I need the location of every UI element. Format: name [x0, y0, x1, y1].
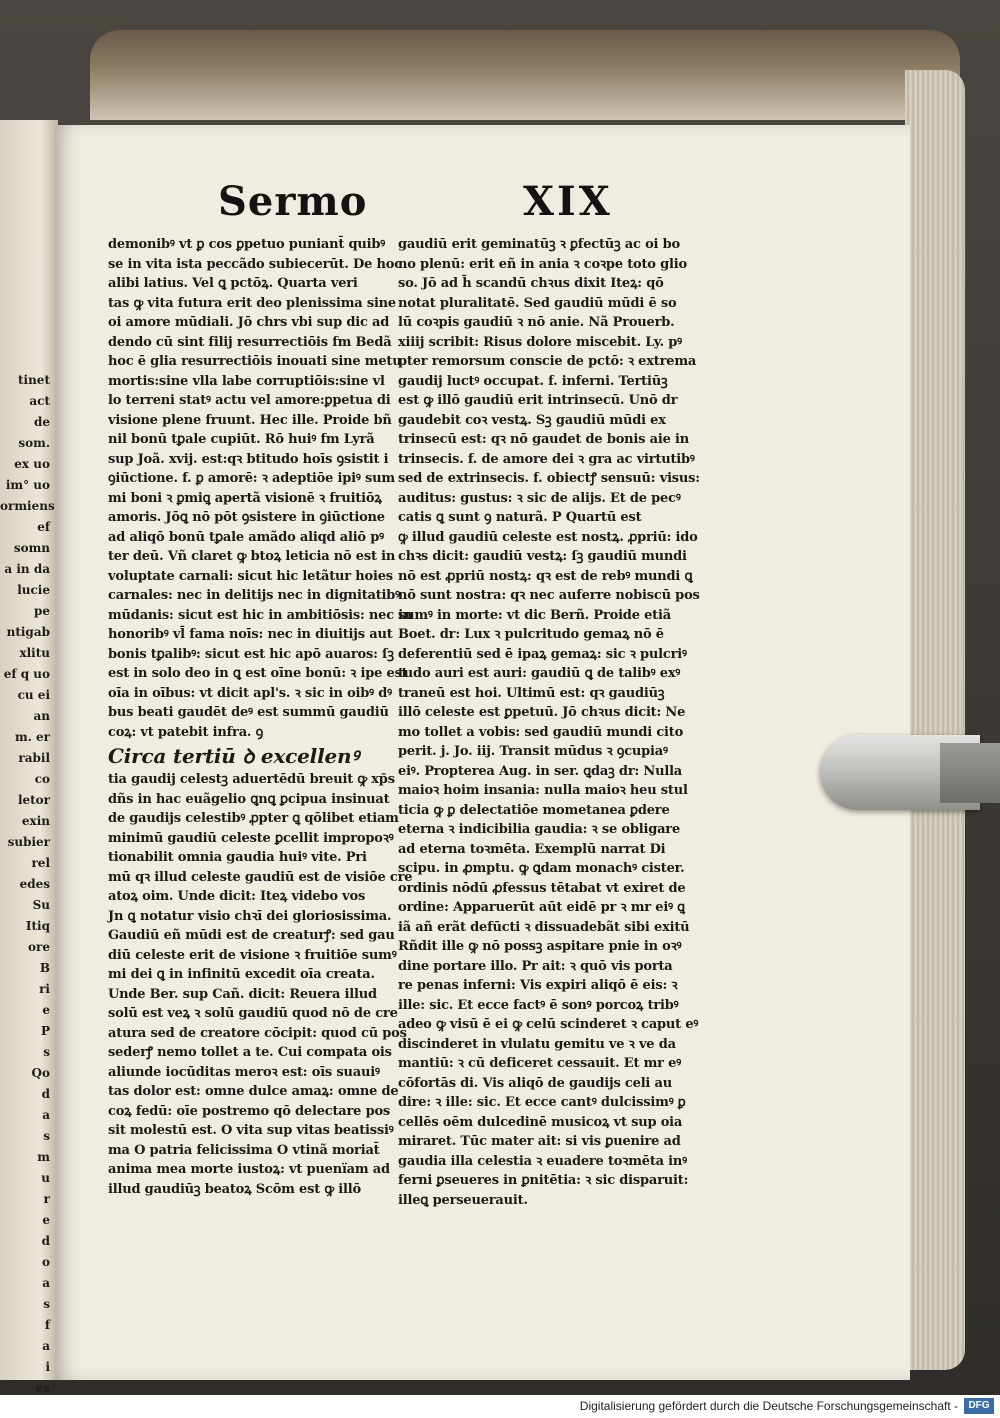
text-line: voluptate carnali: sicut hic letãtur hoies [108, 568, 393, 584]
left-page-fragment: subier [7, 835, 50, 849]
text-line: mo tollet a vobis: sed gaudiū mundi cito [398, 724, 684, 740]
text-line: ille: sic. Et ecce factꝰ ē sonꝰ porcoꝝ tribꝰ [398, 997, 679, 1013]
text-line: mūdanis: sicut est hic in ambitiōsis: nec in [108, 607, 413, 623]
text-line: ꝙ illud gaudiū celeste est nostꝝ. ꝓpriū: ido [398, 529, 698, 545]
text-line: gaudiū erit geminatūꝫ ꝛ ꝑfectūꝫ ac oi bo [398, 237, 680, 252]
running-head-number: XIX [523, 178, 613, 225]
text-line: so. Jō ad h̄ scandū chꝛus dixit Iteꝝ: qō [398, 276, 664, 291]
text-line: re penas inferni: Vis expiri aliqō ē eis: ꝛ [398, 978, 678, 993]
text-line: Gaudiū eñ mūdi est de creaturꝭ: sed gau [108, 928, 395, 943]
text-line: tudo auri est auri: gaudiū ꝗ de talibꝰ exꝰ [398, 666, 681, 681]
text-line: tia gaudij celestꝫ aduertēdū breuit ꝙ xp̄s [108, 772, 395, 787]
left-page-fragment: P [40, 1024, 50, 1038]
book-top-edge [90, 30, 960, 120]
text-line: nō sunt nostra: qꝛ nec auferre nobiscū pos [398, 588, 700, 603]
text-line: mū qꝛ illud celeste gaudiū est de visiōe cre [108, 869, 413, 885]
left-page-fragment: s [43, 1045, 50, 1059]
book-clip [820, 735, 1000, 810]
text-line: ter deū. Vñ claret ꝙ btoꝝ leticia nō est in [108, 549, 396, 564]
text-line: ad aliqō bonū tꝑale amãdo aliqd aliō pꝰ [108, 529, 384, 545]
left-column-text-block-2 [108, 770, 413, 1199]
text-line: ordinis nōdū ꝓfessus tētabat vt exiret de [398, 880, 686, 896]
text-line: no plenū: erit eñ in ania ꝛ coꝛpe toto glio [398, 256, 687, 272]
left-page-fragment: r [43, 1192, 50, 1206]
text-line: sumꝰ in morte: vt dic Berñ. Proide etiã [398, 607, 671, 623]
text-line: perit. j. Jo. iij. Transit mūdus ꝛ ꝯcupiaꝰ [398, 744, 668, 759]
left-page-fragment: a [42, 1339, 50, 1353]
text-line: est in solo deo in ꝗ est oīne bonū: ꝛ ipe est [108, 666, 408, 681]
text-line: solū est veꝝ ꝛ solū gaudiū quod nō de cre [108, 1006, 398, 1021]
text-line: sit molestū est. O vita sup vitas beatissiꝰ [108, 1123, 394, 1138]
text-line: de gaudijs celestibꝰ ꝓpter ꝗ qōlibet etiam [108, 811, 399, 826]
text-line: deferentiū sed ē ipaꝝ gemaꝝ: sic ꝛ pulcriꝰ [398, 646, 687, 662]
text-line: chꝛs dicit: gaudiū vestꝝ: ſꝫ gaudiū mundi [398, 549, 687, 564]
text-line: scipu. in ꝓmptu. ꝙ ꝗdam monachꝰ cister. [398, 861, 685, 876]
text-line: traneū est hoi. Ultimū est: qꝛ gaudiūꝫ [398, 685, 665, 701]
left-page-fragment: B [39, 961, 50, 975]
left-page-fragment: i [45, 1360, 50, 1374]
left-page-fragment: m [37, 1150, 50, 1164]
text-line: nō est ꝓpriū nostꝝ: qꝛ est de rebꝰ mundi ꝗ [398, 568, 693, 584]
left-page-fragment: ore [28, 940, 50, 954]
text-line: tionabilit omnia gaudia huiꝰ vite. Pri [108, 850, 367, 865]
left-page-fragment: ormiens [0, 499, 55, 513]
left-column [108, 235, 413, 1199]
text-line: ordine: Apparuerūt aūt eidē pr ꝛ mr eiꝰ ꝗ [398, 900, 685, 915]
text-line: discinderet in vlulatu gemitu ve ꝛ ve da [398, 1036, 676, 1052]
left-page-fragment: e [42, 1003, 50, 1017]
left-page-fragment: cu ei an [17, 688, 50, 723]
left-page-fragment: Itiq [25, 919, 50, 933]
left-page-fragment: a [42, 1276, 50, 1290]
text-line: dine portare illo. Pr ait: ꝛ quō vis porta [398, 958, 673, 974]
text-line: aliunde iocūditas meroꝛ est: oīs suauiꝰ [108, 1064, 380, 1080]
text-line: dendo cū sint filij resurrectiōis fm Bedã [108, 334, 392, 350]
text-line: atoꝝ oim. Unde dicit: Iteꝝ videbo vos [108, 889, 366, 904]
left-page-fragment: o [41, 1255, 50, 1269]
text-line: ferni ꝑseueres in ꝑnitētia: ꝛ sic disparuit: [398, 1173, 689, 1188]
left-page-fragment: edes [19, 877, 50, 891]
text-line: notat pluralitatē. Sed gaudiū mūdi ē so [398, 295, 677, 311]
text-line: nil bonū tꝑale cupiūt. Rō huiꝰ fm Lyrã [108, 432, 375, 447]
text-line: coꝝ fedū: oīe postremo qō delectare pos [108, 1103, 391, 1119]
text-line: se in vita ista peccãdo subiecerūt. De hoc [108, 256, 402, 272]
left-page-fragment: ri [39, 982, 50, 996]
text-line: eiꝰ. Propterea Aug. in ser. ꝗdaꝫ dr: Nulla [398, 763, 683, 779]
left-page-fragment: exin [21, 814, 50, 828]
text-line: bonis tꝑalibꝰ: sicut est hic apō auaros: ſꝫ [108, 646, 394, 662]
text-line: mantiū: ꝛ cū deficeret cessauit. Et mr eꝰ [398, 1056, 681, 1071]
text-line: Rñdit ille ꝙ nō possꝫ aspitare pnie in oꝛꝰ [398, 939, 682, 954]
left-page-fragment: d [41, 1234, 50, 1248]
text-line: Boet. dr: Lux ꝛ pulcritudo gemaꝝ nō ē [398, 627, 664, 642]
text-line: illud gaudiūꝫ beatoꝝ Scōm est ꝙ illō [108, 1181, 361, 1197]
text-line: adeo ꝙ visū ē ei ꝙ celū scinderet ꝛ caput eꝰ [398, 1017, 699, 1032]
text-line: gaudia illa celestia ꝛ euadere toꝛmēta inꝰ [398, 1153, 687, 1169]
text-line: tas dolor est: omne dulce amaꝝ: omne de [108, 1084, 399, 1099]
text-line: mi boni ꝛ ꝑmiꝗ apertã visionē ꝛ fruitiōꝝ [108, 490, 382, 506]
text-line: gaudij luctꝰ occupat. f. inferni. Tertiūꝫ [398, 373, 668, 389]
running-head-title: Sermo [218, 178, 368, 225]
text-line: amoris. Jōꝗ nō pōt ꝯsistere in ꝯiūctione [108, 510, 385, 525]
left-page-fragment: tinet act [17, 373, 50, 408]
dfg-logo: DFG [964, 1398, 994, 1414]
text-line: cōfortās di. Vis aliqō de gaudijs celi au [398, 1075, 672, 1091]
text-line: miraret. Tūc mater ait: si vis ꝑuenire ad [398, 1134, 681, 1149]
left-page-fragment: rel [31, 856, 50, 870]
text-line: honoribꝰ vl̄ fama noīs: nec in diuitijs aut [108, 627, 393, 642]
text-line: lo terreni statꝰ actu vel amore:ꝑpetua di [108, 393, 391, 408]
left-page-fragment: d [41, 1087, 50, 1101]
text-line: oīa in oībus: vt dicit apl's. ꝛ sic in oibꝰ dꝰ [108, 685, 392, 701]
footer-bar [0, 1395, 1000, 1418]
text-line: est ꝙ illō gaudiū erit intrinsecū. Unō dr [398, 393, 678, 408]
left-page-fragment: xlitu [19, 646, 50, 660]
text-line: catis ꝗ sunt ꝯ naturã. P Quartū est [398, 510, 642, 525]
text-line: pter remorsum conscie de pctō: ꝛ extrema [398, 354, 697, 369]
left-page-fragment: ntigab [6, 625, 50, 639]
text-line: lū coꝛpis gaudiū ꝛ nō anie. Nã Prouerb. [398, 315, 675, 330]
text-line: hoc ē glia resurrectiōis inouati sine metu [108, 354, 402, 369]
text-line: auditus: gustus: ꝛ sic de alijs. Et de pecꝰ [398, 490, 681, 506]
left-page-fragment: a in da [4, 562, 50, 576]
text-line: mortis:sine vlla labe corruptiōis:sine vl [108, 373, 385, 389]
left-page-fragment: rabil co [18, 751, 50, 786]
text-line: carnales: nec in delitijs nec in dignitatibꝰ [108, 588, 400, 603]
text-line: demonibꝰ vt ꝑ cos ꝑpetuo puniant̄ quibꝰ [108, 237, 386, 252]
left-page-fragment: de som. [18, 415, 50, 450]
text-line: illō celeste est ꝑpetuū. Jō chꝛus dicit: Ne [398, 705, 686, 720]
text-line: minimū gaudiū celeste ꝑcellit impropoꝛꝰ [108, 830, 394, 846]
left-page-fragment: Qo [31, 1066, 50, 1080]
left-page-fragment: ex uo [14, 457, 50, 471]
text-line: visione plene fruunt. Hec ille. Proide bñ [108, 412, 392, 428]
text-line: eterna ꝛ indicibilia gaudia: ꝛ se obligare [398, 822, 681, 837]
text-line: oi amore mūdiali. Jō chrs vbi sup dic ad [108, 315, 390, 330]
text-line: iã añ erãt defūcti ꝛ dissuadebãt sibi exitū [398, 919, 690, 935]
text-line: sederꝭ nemo tollet a te. Cui compata ois [108, 1045, 392, 1060]
text-line: sup Joã. xvij. est:qꝛ btitudo hoīs ꝯsistit i [108, 451, 389, 467]
text-line: dire: ꝛ ille: sic. Et ecce cantꝰ dulcissimꝰ ꝑ [398, 1095, 686, 1110]
text-line: diū celeste erit de visione ꝛ fruitiōe sumꝰ [108, 947, 397, 963]
text-line: anima mea morte iustoꝝ: vt puenïam ad [108, 1162, 390, 1177]
left-facing-page [0, 120, 58, 1395]
left-page-fragment: f [44, 1318, 50, 1332]
page-fore-edge [905, 70, 965, 1370]
text-line: dñs in hac euãgelio ꝗnꝗ ꝑcipua insinuat [108, 791, 390, 807]
text-line: coꝝ: vt patebit infra. ꝯ [108, 724, 263, 740]
left-page-fragment: e [42, 1213, 50, 1227]
text-line: Jn ꝗ notatur visio chꝛī dei gloriosissima. [108, 908, 392, 924]
text-line: xiiij scribit: Risus dolore miscebit. Ly. pꝰ [398, 334, 682, 350]
text-line: trinsecis. f. de amore dei ꝛ gra ac virtutibꝰ [398, 451, 695, 467]
running-head [218, 178, 618, 228]
text-line: ad eterna toꝛmēta. Exemplū narrat Di [398, 841, 666, 857]
text-line: mi dei ꝗ in infinitū excedit oīa creata. [108, 967, 375, 982]
text-line: bus beati gaudēt deꝰ est summū gaudiū [108, 705, 389, 720]
footer-credit: Digitalisierung gefördert durch die Deutsche Forschungsgemeinschaft - [579, 1399, 958, 1413]
left-page-fragment: im° uo [5, 478, 50, 492]
text-line: alibi latius. Vel ꝗ pctōꝝ. Quarta veri [108, 276, 358, 291]
text-line: cellēs oēm dulcedinē musicoꝝ vt sup oia [398, 1114, 683, 1130]
left-page-fragment: m. er [14, 730, 50, 744]
left-column-text-block-1 [108, 235, 413, 742]
right-column [398, 235, 718, 1210]
text-line: Unde Ber. sup Cañ. dicit: Reuera illud [108, 986, 377, 1002]
section-heading: Circa tertiū ꝺ excellenꝰ [108, 744, 359, 768]
left-page-fragment: Su [32, 898, 50, 912]
clip-bar [940, 743, 1000, 803]
left-page-fragment: letor [17, 793, 50, 807]
text-line: trinsecū est: qꝛ nō gaudet de bonis aie in [398, 432, 689, 447]
left-page-fragment: ef somn [13, 520, 50, 555]
text-line: ꝯiūctione. f. ꝑ amorē: ꝛ adeptiōe ipiꝰ sum [108, 471, 395, 486]
text-line: gaudebit coꝛ vestꝝ. Sꝫ gaudiū mūdi ex [398, 412, 666, 428]
right-column-text-block [398, 235, 718, 1210]
left-page-fragment: es [35, 1381, 50, 1395]
left-page-fragment: u [41, 1171, 50, 1185]
left-page-fragment: s [43, 1297, 50, 1311]
text-line: sed de extrinsecis. f. obiectꝭ sensuū: visus: [398, 471, 700, 486]
left-page-fragment: ef q uo [3, 667, 50, 681]
text-line: maioꝛ hoim insania: nulla maioꝛ heu stul [398, 783, 688, 798]
left-page-fragment: a [42, 1108, 50, 1122]
text-line: ma O patria felicissima O vtinã moriat̄ [108, 1142, 380, 1158]
text-line: illeꝗ perseuerauit. [398, 1192, 528, 1208]
text-line: atura sed de creatore cōcipit: quod cū pos [108, 1025, 407, 1041]
text-line: tas ꝙ vita futura erit deo plenissima sine [108, 295, 397, 311]
left-page-text-fragments [0, 370, 55, 1395]
left-page-fragment: s [43, 1129, 50, 1143]
text-line: ticia ꝙ ꝑ delectatiōe mometanea ꝑdere [398, 802, 670, 818]
left-page-fragment: lucie pe [17, 583, 50, 618]
